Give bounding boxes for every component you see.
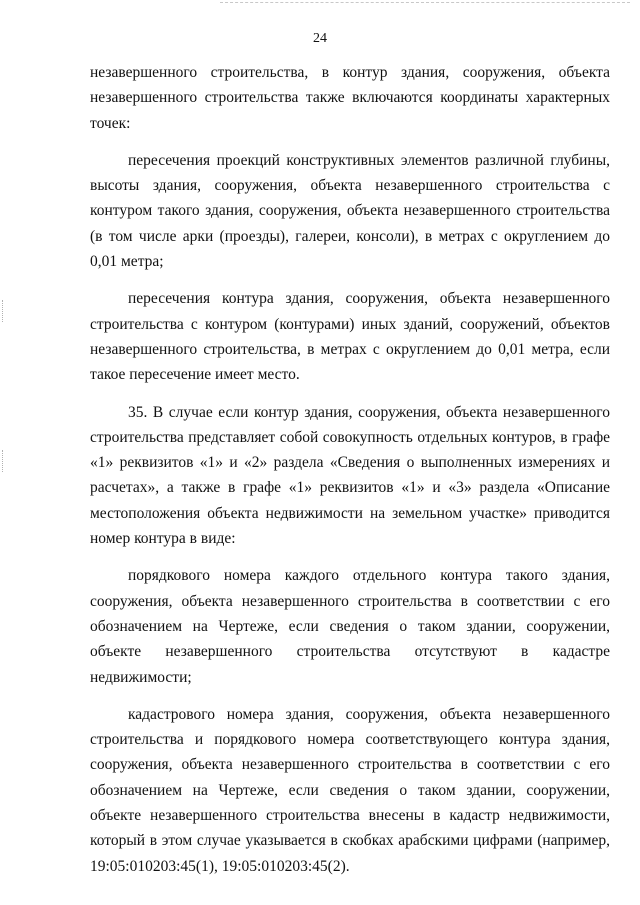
scan-margin-mark	[2, 450, 6, 472]
scan-top-edge	[220, 2, 630, 3]
paragraph-projections-intersection: пересечения проекций конструктивных элементов различной глубины, высоты здания, сооружения, объекта незавершенного строительства с контуром такого здания, сооружения, объекта незавершенного строительства (в том числе арки (проезды), галереи, консоли), в метрах с округлением до 0,01 метра;	[90, 151, 610, 271]
paragraph-continuation: незавершенного строительства, в контур здания, сооружения, объекта незавершенного строительства также включаются координаты характерных точек:	[90, 64, 610, 132]
paragraph-cadastral-number: кадастрового номера здания, сооружения, объекта незавершенного строительства и порядкового номера соответствующего контура здания, сооружения, объекта незавершенного строительства в соответствии с его обозначением на Чертеже, если сведения о таком здании, сооружении, объекте незавершенного строительства внесены в кадастр недвижимости, который в этом случае указывается в скобках арабскими цифрами (например, 19:05:010203:45(1), 19:05:010203:45(2).	[90, 705, 610, 875]
paragraph-item-35: 35. В случае если контур здания, сооружения, объекта незавершенного строительства представляет собой совокупность отдельных контуров, в графе «1» реквизитов «1» и «2» раздела «Сведения о выполненных измерениях и расчетах», а также в графе «1» реквизитов «1» и «3» раздела «Описание местоположения объекта недвижимости на земельном участке» приводится номер контура в виде:	[90, 403, 610, 548]
paragraph-sequence-number: порядкового номера каждого отдельного контура такого здания, сооружения, объекта незавершенного строительства в соответствии с его обозначением на Чертеже, если сведения о таком здании, сооружении, объекте незавершенного строительства отсутствуют в кадастре недвижимости;	[90, 567, 610, 686]
document-body	[90, 60, 610, 879]
scan-margin-mark	[2, 300, 6, 322]
paragraph-contour-intersection: пересечения контура здания, сооружения, объекта незавершенного строительства с контуром (контурами) иных зданий, сооружений, объектов незавершенного строительства, в метрах с округлением до 0,01 метра, если такое пересечение имеет место.	[90, 290, 610, 384]
page-number: 24	[313, 31, 327, 46]
